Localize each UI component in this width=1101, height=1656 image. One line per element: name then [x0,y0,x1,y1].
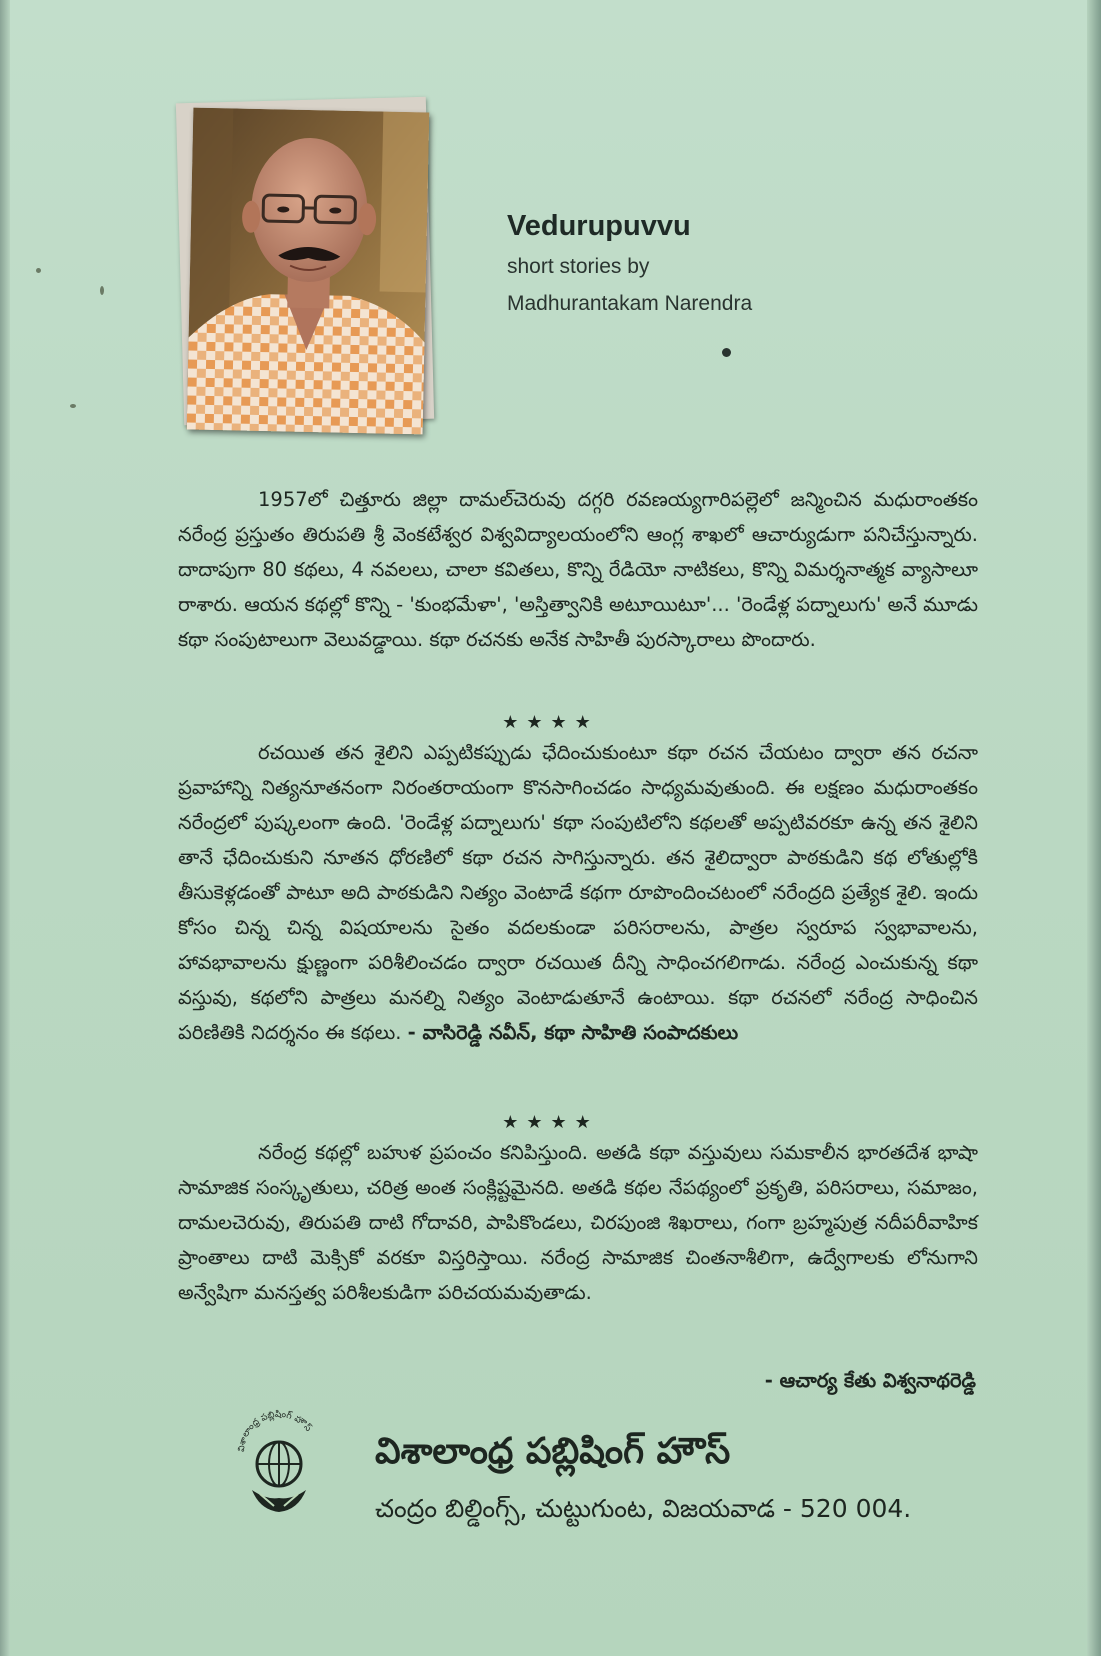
author-bio-paragraph: 1957లో చిత్తూరు జిల్లా దామల్‌చెరువు దగ్గరి రవణయ్యగారిపల్లెలో జన్మించిన మధురాంతకం నరేంద్ర ప్రస్తుతం తిరుపతి శ్రీ వెంకటేశ్వర విశ్వవిద్యాలయంలోని ఆంగ్ల శాఖలో ఆచార్యుడుగా పనిచేస్తున్నారు. దాదాపుగా 80 కథలు, 4 నవలలు, చాలా కవితలు, కొన్ని రేడియో నాటికలు, కొన్ని విమర్శనాత్మక వ్యాసాలూ రాశారు. ఆయన కథల్లో కొన్ని - 'కుంభమేళా', 'అస్తిత్వానికి అటూయిటూ'... 'రెండేళ్ల పద్నాలుగు' అనే మూడు కథా సంపుటాలుగా వెలువడ్డాయి. కథా రచనకు అనేక సాహితీ పురస్కారాలు పొందారు. [178,488,978,651]
review-text-1: రచయిత తన శైలిని ఎప్పటికప్పుడు ఛేదించుకుంటూ కథా రచన చేయటం ద్వారా తన రచనా ప్రవాహాన్ని నిత్యనూతనంగా నిరంతరాయంగా కొనసాగించడం సాధ్యమవుతుంది. ఈ లక్షణం మధురాంతకం నరేంద్రలో పుష్కలంగా ఉంది. 'రెండేళ్ల పద్నాలుగు' కథా సంపుటిలోని కథలతో అప్పటివరకూ ఉన్న తన శైలిని తానే ఛేదించుకుని నూతన ధోరణిలో కథా రచన సాగిస్తున్నారు. తన శైలిద్వారా పాఠకుడిని కథ లోతుల్లోకి తీసుకెళ్లడంతో పాటూ అది పాఠకుడిని నిత్యం వెంటాడే కథగా రూపొందించటంలో నరేంద్రది ప్రత్యేక శైలి. ఇందు కోసం చిన్న చిన్న విషయాలను సైతం వదలకుండా పరిసరాలను, పాత్రల స్వరూప స్వభావాలను, హావభావాలను క్షుణ్ణంగా పరిశీలించడం ద్వారా రచయిత దీన్ని సాధించగలిగాడు. నరేంద్ర ఎంచుకున్న కథా వస్తువు, కథలోని పాత్రలు మనల్ని నిత్యం వెంటాడుతూనే ఉంటాయి. కథా రచనలో నరేంద్ర సాధించిన పరిణితికి నిదర్శనం ఈ కథలు. [178,741,978,1044]
print-speck [36,268,41,273]
cover-left-edge [0,0,10,1656]
book-title: Vedurupuvvu [507,210,691,242]
section-separator: ★★★★ [502,1112,599,1133]
publisher-name: విశాలాంధ్ర పబ్లిషింగ్ హౌస్ [375,1431,731,1472]
svg-text:విశాలాంధ్ర పబ్లిషింగ్ హౌస్ [237,1410,314,1452]
book-info [507,210,752,316]
print-speck [70,404,76,408]
review-signature-1: - వాసిరెడ్డి నవీన్, కథా సాహితి సంపాదకులు [407,1021,739,1044]
publisher-logo [230,1406,328,1516]
book-author: Madhurantakam Narendra [507,292,753,315]
section-separator: ★★★★ [502,712,599,733]
decorative-dot [722,348,731,357]
publisher-logo-text: విశాలాంధ్ర పబ్లిషింగ్ హౌస్ [236,1409,314,1453]
review-paragraph-1 [178,735,978,1050]
publisher-address: చంద్రం బిల్డింగ్స్, చుట్టుగుంట, విజయవాడ - 520 004. [375,1494,912,1523]
review-paragraph-2: నరేంద్ర కథల్లో బహుళ ప్రపంచం కనిపిస్తుంది. అతడి కథా వస్తువులు సమకాలీన భారతదేశ భాషా సామాజిక సంస్కృతులు, చరిత్ర అంత సంక్లిష్టమైనది. అతడి కథల నేపథ్యంలో ప్రకృతి, పరిసరాలు, సమాజం, దామలచెరువు, తిరుపతి దాటి గోదావరి, పాపికొండలు, చిరపుంజి శిఖరాలు, గంగా బ్రహ్మపుత్ర నదీపరీవాహిక ప్రాంతాలు దాటి మెక్సికో వరకూ విస్తరిస్తాయి. నరేంద్ర సామాజిక చింతనాశీలిగా, ఉద్వేగాలకు లోనుగాని అన్వేషిగా మనస్తత్వ పరిశీలకుడిగా పరిచయమవుతాడు. [178,1141,978,1304]
author-photo [187,108,430,435]
cover-right-edge [1087,0,1101,1656]
print-speck [100,286,104,295]
book-subtitle: short stories by [507,255,650,278]
review-signature-2: - ఆచార్య కేతు విశ్వనాథరెడ్డి [764,1369,976,1392]
